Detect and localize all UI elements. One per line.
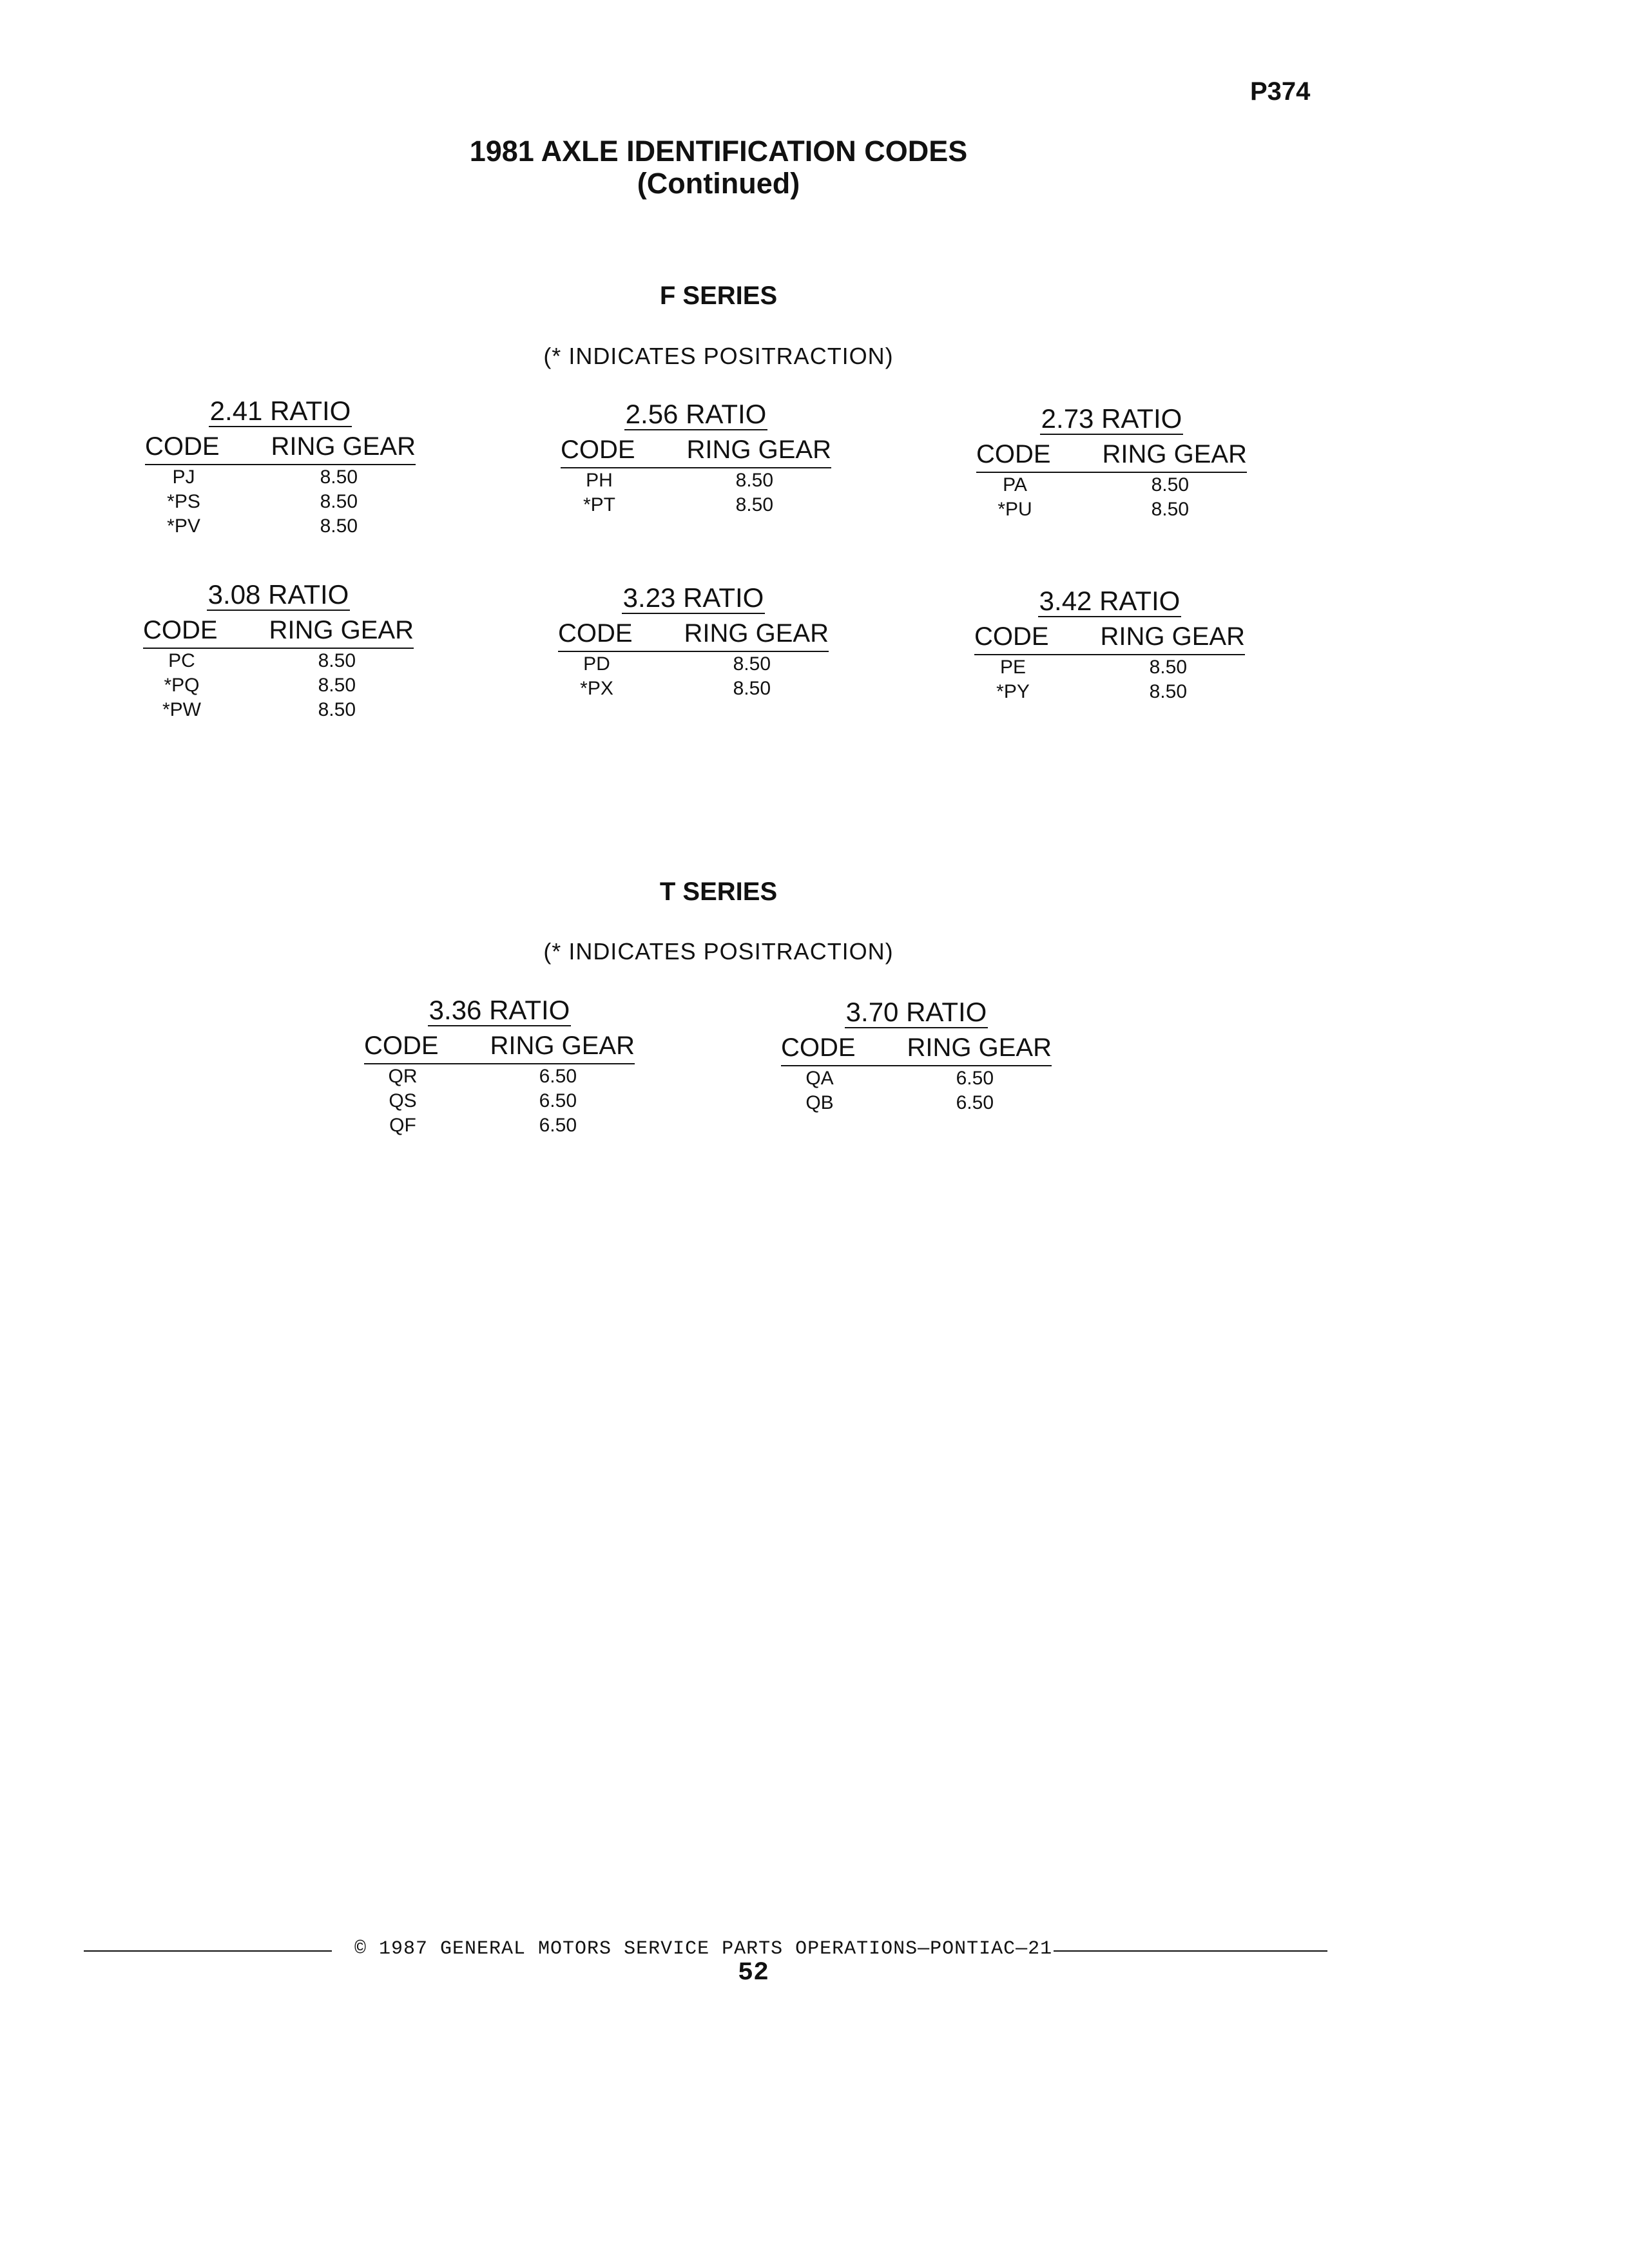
- ring-gear-header: RING GEAR: [686, 436, 831, 464]
- ratio-title: 3.36 RATIO: [429, 995, 570, 1025]
- code-header: CODE: [781, 1033, 856, 1062]
- code-cell: *PU: [998, 499, 1032, 520]
- table-row: [145, 514, 416, 539]
- code-header: CODE: [974, 622, 1049, 651]
- code-header: CODE: [561, 436, 635, 464]
- ratio-title: 3.23 RATIO: [622, 582, 764, 613]
- ring-gear-header: RING GEAR: [269, 616, 414, 644]
- ring-gear-header: RING GEAR: [1100, 622, 1245, 651]
- gear-cell: 8.50: [1149, 681, 1187, 702]
- gear-cell: 8.50: [1149, 657, 1187, 678]
- code-header: CODE: [558, 619, 633, 648]
- gear-cell: 8.50: [320, 515, 358, 537]
- table-row: [976, 473, 1247, 497]
- ratio-block-3-08: [143, 577, 414, 722]
- column-headers: [558, 616, 829, 652]
- code-cell: PD: [583, 653, 610, 675]
- t-series-heading: T SERIES: [659, 878, 778, 906]
- code-cell: *PQ: [164, 675, 200, 696]
- footer-copyright: © 1987 GENERAL MOTORS SERVICE PARTS OPERATIONS—PONTIAC—21: [354, 1938, 1053, 1960]
- code-rows: [976, 473, 1247, 522]
- page-id: P374: [1250, 77, 1311, 106]
- ring-gear-header: RING GEAR: [490, 1032, 635, 1060]
- gear-cell: 8.50: [733, 653, 771, 675]
- column-headers: [143, 613, 414, 649]
- page-title: [0, 135, 1437, 200]
- table-row: [143, 698, 414, 722]
- ratio-title: 3.08 RATIO: [207, 579, 349, 610]
- ratio-block-2-41: [145, 393, 416, 539]
- ratio-block-2-56: [561, 396, 831, 517]
- gear-cell: 8.50: [1151, 474, 1189, 495]
- code-cell: *PY: [996, 681, 1030, 702]
- code-header: CODE: [364, 1032, 439, 1060]
- table-row: [558, 677, 829, 701]
- code-rows: [974, 655, 1245, 704]
- gear-cell: 6.50: [539, 1115, 577, 1136]
- ratio-title: 2.56 RATIO: [625, 399, 767, 429]
- gear-cell: 6.50: [956, 1068, 994, 1089]
- table-row: [145, 490, 416, 514]
- f-series-note: (* INDICATES POSITRACTION): [543, 343, 894, 369]
- column-headers: [145, 429, 416, 465]
- code-cell: PC: [168, 650, 195, 671]
- table-row: [143, 673, 414, 698]
- gear-cell: 8.50: [735, 470, 773, 491]
- gear-cell: 8.50: [318, 650, 356, 671]
- ring-gear-header: RING GEAR: [1102, 440, 1247, 468]
- ratio-block-3-23: [558, 580, 829, 701]
- table-row: [558, 652, 829, 677]
- code-cell: QB: [805, 1092, 834, 1113]
- ratio-block-3-70: [781, 994, 1052, 1115]
- column-headers: [781, 1030, 1052, 1066]
- column-headers: [974, 619, 1245, 655]
- table-row: [561, 493, 831, 517]
- code-cell: *PX: [580, 678, 613, 699]
- code-cell: PJ: [172, 466, 195, 488]
- table-row: [974, 655, 1245, 680]
- ring-gear-header: RING GEAR: [684, 619, 829, 648]
- gear-cell: 8.50: [318, 675, 356, 696]
- ratio-title: 3.70 RATIO: [845, 997, 987, 1027]
- code-header: CODE: [145, 432, 220, 461]
- column-headers: [976, 437, 1247, 473]
- ratio-block-3-42: [974, 583, 1245, 704]
- code-cell: *PW: [162, 699, 201, 720]
- table-row: [364, 1089, 635, 1113]
- table-row: [364, 1064, 635, 1089]
- subtitle-line: (Continued): [637, 167, 800, 200]
- code-cell: *PV: [167, 515, 200, 537]
- table-row: [781, 1091, 1052, 1115]
- footer-rule-left: [84, 1950, 332, 1952]
- footer-rule-right: [1054, 1950, 1327, 1952]
- code-cell: QA: [805, 1068, 834, 1089]
- f-series-heading: F SERIES: [659, 282, 778, 310]
- gear-cell: 6.50: [539, 1066, 577, 1087]
- page-number: 52: [738, 1959, 769, 1988]
- gear-cell: 6.50: [539, 1090, 577, 1111]
- ring-gear-header: RING GEAR: [271, 432, 416, 461]
- code-cell: QR: [388, 1066, 418, 1087]
- t-series-note: (* INDICATES POSITRACTION): [543, 938, 894, 965]
- table-row: [145, 465, 416, 490]
- code-header: CODE: [143, 616, 218, 644]
- gear-cell: 8.50: [1151, 499, 1189, 520]
- gear-cell: 8.50: [320, 466, 358, 488]
- gear-cell: 8.50: [318, 699, 356, 720]
- gear-cell: 8.50: [735, 494, 773, 515]
- gear-cell: 8.50: [733, 678, 771, 699]
- code-cell: PH: [586, 470, 613, 491]
- code-rows: [145, 465, 416, 539]
- code-cell: *PS: [167, 491, 200, 512]
- ratio-title: 2.73 RATIO: [1041, 403, 1182, 434]
- code-cell: *PT: [583, 494, 615, 515]
- code-rows: [781, 1066, 1052, 1115]
- title-line: 1981 AXLE IDENTIFICATION CODES: [469, 135, 968, 168]
- ratio-title: 2.41 RATIO: [209, 396, 351, 426]
- code-rows: [558, 652, 829, 701]
- table-row: [976, 497, 1247, 522]
- code-cell: PA: [1003, 474, 1027, 495]
- table-row: [143, 649, 414, 673]
- column-headers: [364, 1028, 635, 1064]
- code-rows: [143, 649, 414, 722]
- ratio-block-3-36: [364, 992, 635, 1138]
- code-rows: [561, 468, 831, 517]
- gear-cell: 8.50: [320, 491, 358, 512]
- ring-gear-header: RING GEAR: [907, 1033, 1052, 1062]
- ratio-block-2-73: [976, 401, 1247, 522]
- gear-cell: 6.50: [956, 1092, 994, 1113]
- code-rows: [364, 1064, 635, 1138]
- code-cell: QS: [389, 1090, 417, 1111]
- column-headers: [561, 432, 831, 468]
- table-row: [781, 1066, 1052, 1091]
- table-row: [974, 680, 1245, 704]
- code-cell: PE: [999, 657, 1027, 678]
- code-cell: QF: [389, 1115, 416, 1136]
- code-header: CODE: [976, 440, 1051, 468]
- ratio-title: 3.42 RATIO: [1039, 586, 1181, 616]
- table-row: [364, 1113, 635, 1138]
- table-row: [561, 468, 831, 493]
